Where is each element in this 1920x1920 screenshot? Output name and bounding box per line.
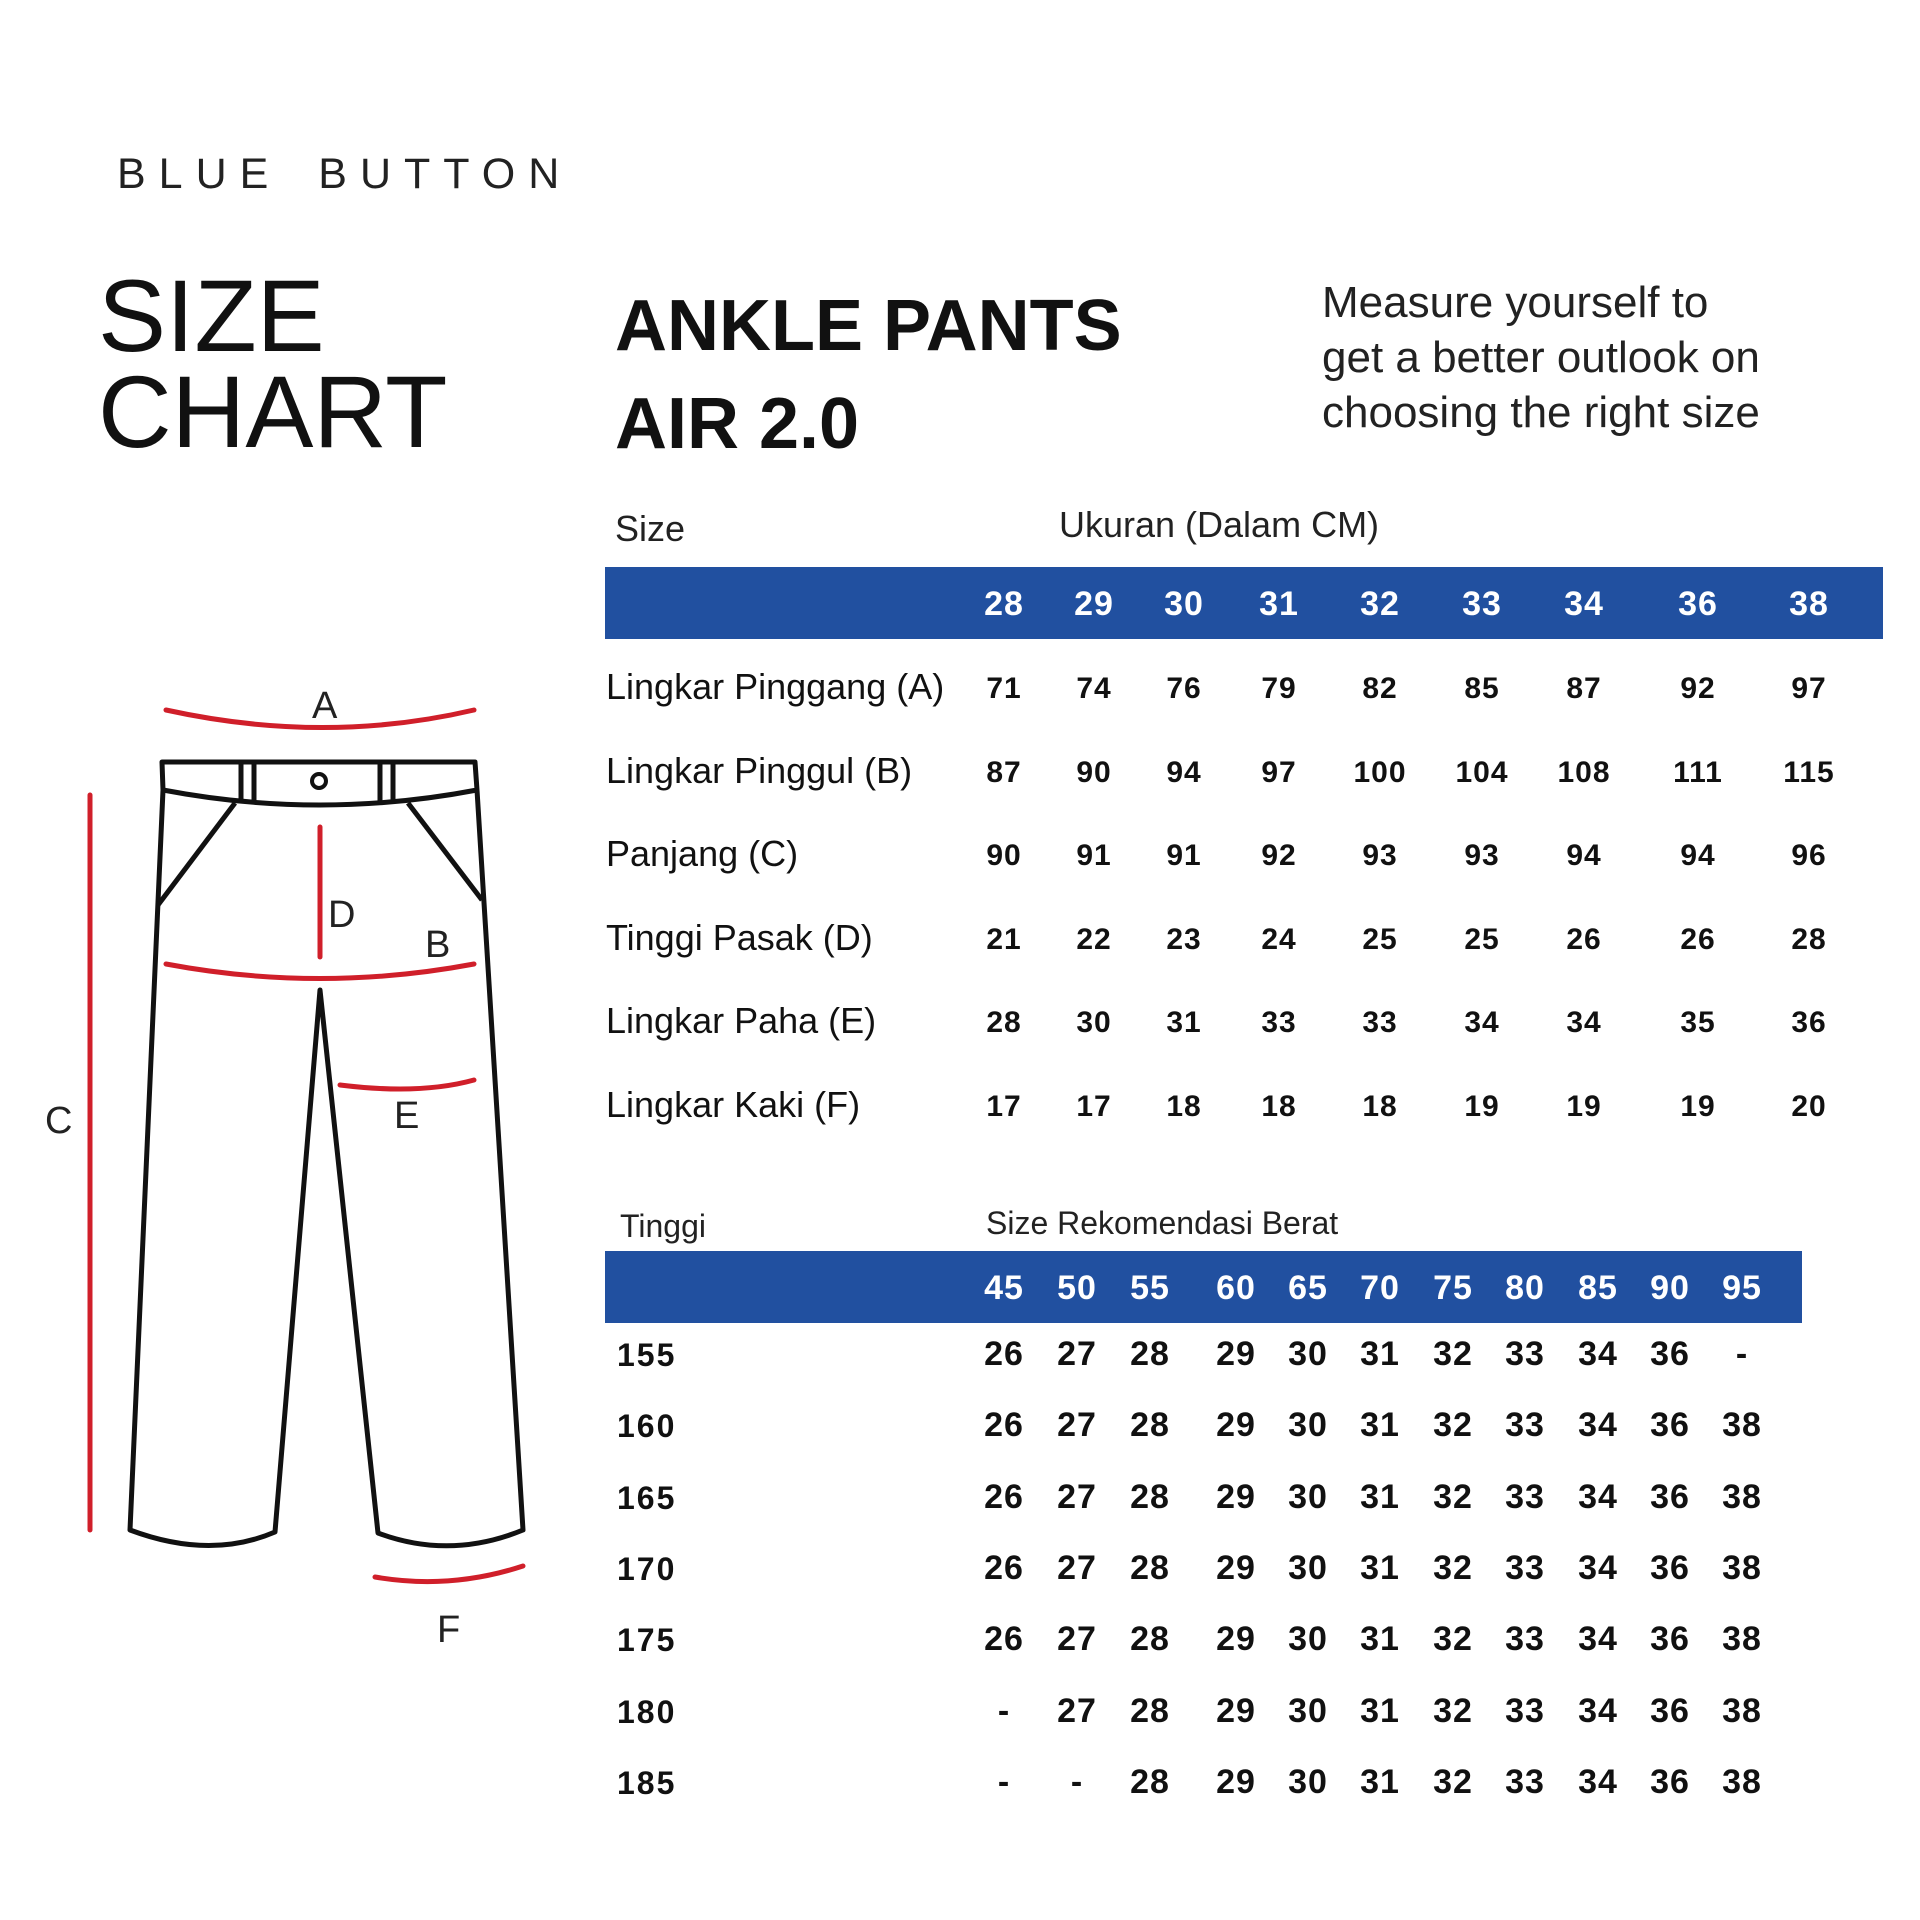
rec-cell: 33 bbox=[1505, 1548, 1545, 1587]
rec-cell: 34 bbox=[1578, 1477, 1618, 1516]
size-cell: 92 bbox=[1680, 672, 1716, 705]
size-cell: 19 bbox=[1566, 1089, 1602, 1123]
size-cell: 31 bbox=[1166, 1006, 1202, 1039]
label-b: B bbox=[425, 924, 451, 966]
rec-cell: 30 bbox=[1288, 1762, 1328, 1801]
rec-column-header: 90 bbox=[1650, 1269, 1690, 1307]
size-column-header: 32 bbox=[1360, 585, 1400, 623]
rec-cell: 26 bbox=[984, 1406, 1024, 1445]
size-cell: 94 bbox=[1166, 755, 1202, 789]
rec-column-header: 80 bbox=[1505, 1269, 1545, 1307]
rec-cell: 29 bbox=[1216, 1335, 1256, 1373]
page-title bbox=[98, 259, 448, 469]
rec-cell: 34 bbox=[1578, 1335, 1618, 1373]
rec-cell: 27 bbox=[1057, 1620, 1097, 1659]
rec-cell: 29 bbox=[1216, 1762, 1256, 1801]
rec-column-header: 60 bbox=[1216, 1269, 1256, 1307]
rec-cell: 32 bbox=[1433, 1762, 1473, 1801]
size-cell: 74 bbox=[1076, 672, 1112, 705]
size-cell: 87 bbox=[986, 755, 1022, 789]
rec-cell: 29 bbox=[1216, 1406, 1256, 1445]
rec-cell: 31 bbox=[1360, 1477, 1400, 1516]
size-cell: 33 bbox=[1362, 1006, 1398, 1039]
rec-cell: 27 bbox=[1057, 1335, 1097, 1373]
rec-column-header: 65 bbox=[1288, 1269, 1328, 1307]
size-row-label: Lingkar Pinggang (A) bbox=[606, 666, 945, 707]
rec-cell: 38 bbox=[1722, 1762, 1762, 1801]
rec-cell: 32 bbox=[1433, 1548, 1473, 1587]
label-c: C bbox=[45, 1100, 73, 1142]
rec-cell: 28 bbox=[1130, 1691, 1170, 1730]
height-row-label: 165 bbox=[617, 1479, 677, 1516]
size-cell: 18 bbox=[1362, 1089, 1398, 1123]
size-cell: 76 bbox=[1166, 672, 1202, 705]
rec-cell: - bbox=[997, 1762, 1011, 1801]
rec-cell: 34 bbox=[1578, 1548, 1618, 1587]
rec-column-header: 75 bbox=[1433, 1269, 1473, 1307]
rec-cell: 36 bbox=[1650, 1548, 1690, 1587]
size-cell: 17 bbox=[1076, 1089, 1112, 1123]
rec-table-caption: Size Rekomendasi Berat bbox=[986, 1205, 1339, 1241]
rec-cell: 31 bbox=[1360, 1691, 1400, 1730]
size-cell: 100 bbox=[1353, 755, 1407, 789]
rec-cell: 29 bbox=[1216, 1477, 1256, 1516]
rec-cell: 36 bbox=[1650, 1477, 1690, 1516]
size-cell: 91 bbox=[1076, 839, 1112, 872]
size-cell: 30 bbox=[1076, 1006, 1112, 1039]
rec-cell: - bbox=[1735, 1335, 1749, 1373]
rec-cell: 27 bbox=[1057, 1548, 1097, 1587]
size-row-label: Panjang (C) bbox=[606, 833, 799, 874]
size-cell: 87 bbox=[1566, 672, 1602, 705]
rec-cell: 32 bbox=[1433, 1477, 1473, 1516]
rec-cell: 26 bbox=[984, 1477, 1024, 1516]
size-cell: 92 bbox=[1261, 839, 1297, 872]
size-cell: 17 bbox=[986, 1089, 1022, 1123]
label-d: D bbox=[328, 894, 356, 936]
size-column-header: 30 bbox=[1164, 585, 1204, 623]
size-row-label: Lingkar Pinggul (B) bbox=[606, 749, 913, 791]
rec-cell: 30 bbox=[1288, 1620, 1328, 1659]
rec-table-left-label: Tinggi bbox=[620, 1208, 706, 1244]
rec-cell: 29 bbox=[1216, 1691, 1256, 1730]
height-row-label: 175 bbox=[617, 1622, 677, 1659]
size-cell: 33 bbox=[1261, 1006, 1297, 1039]
size-table-caption: Ukuran (Dalam CM) bbox=[1059, 504, 1380, 545]
rec-cell: 33 bbox=[1505, 1762, 1545, 1801]
size-cell: 91 bbox=[1166, 839, 1202, 872]
tagline bbox=[1322, 275, 1882, 440]
product-name-line1: ANKLE PANTS bbox=[615, 286, 1122, 366]
size-cell: 19 bbox=[1464, 1089, 1500, 1123]
rec-cell: 34 bbox=[1578, 1691, 1618, 1730]
size-cell: 90 bbox=[1076, 755, 1112, 789]
rec-cell: 30 bbox=[1288, 1477, 1328, 1516]
rec-cell: 27 bbox=[1057, 1406, 1097, 1445]
product-name-line2: AIR 2.0 bbox=[615, 384, 860, 464]
rec-cell: 33 bbox=[1505, 1691, 1545, 1730]
rec-cell: 36 bbox=[1650, 1691, 1690, 1730]
rec-column-header: 45 bbox=[984, 1269, 1024, 1307]
rec-cell: 28 bbox=[1130, 1477, 1170, 1516]
rec-cell: 26 bbox=[984, 1335, 1024, 1373]
rec-cell: 38 bbox=[1722, 1691, 1762, 1730]
rec-cell: 34 bbox=[1578, 1620, 1618, 1659]
tagline-line: Measure yourself to bbox=[1322, 278, 1709, 327]
rec-cell: 31 bbox=[1360, 1620, 1400, 1659]
rec-cell: 27 bbox=[1057, 1691, 1097, 1730]
size-cell: 19 bbox=[1680, 1089, 1716, 1123]
size-cell: 82 bbox=[1362, 672, 1398, 705]
size-row-label: Lingkar Paha (E) bbox=[606, 1000, 877, 1041]
size-cell: 93 bbox=[1362, 839, 1398, 872]
rec-cell: - bbox=[997, 1691, 1011, 1730]
size-cell: 34 bbox=[1566, 1006, 1602, 1039]
size-cell: 26 bbox=[1566, 922, 1602, 956]
size-cell: 18 bbox=[1261, 1089, 1297, 1123]
rec-cell: 31 bbox=[1360, 1406, 1400, 1445]
size-column-header: 33 bbox=[1462, 585, 1502, 623]
rec-cell: 27 bbox=[1057, 1477, 1097, 1516]
rec-cell: 36 bbox=[1650, 1762, 1690, 1801]
size-cell: 35 bbox=[1680, 1006, 1716, 1039]
rec-cell: 28 bbox=[1130, 1762, 1170, 1801]
size-column-header: 31 bbox=[1259, 585, 1299, 623]
size-cell: 22 bbox=[1076, 922, 1112, 956]
size-column-header: 29 bbox=[1074, 585, 1114, 623]
size-cell: 28 bbox=[986, 1006, 1022, 1039]
label-a: A bbox=[312, 685, 338, 727]
rec-cell: 28 bbox=[1130, 1548, 1170, 1587]
size-cell: 25 bbox=[1362, 922, 1398, 956]
tagline-line: get a better outlook on bbox=[1322, 333, 1760, 382]
brand-logo: BLUE BUTTON bbox=[117, 150, 573, 198]
size-cell: 25 bbox=[1464, 922, 1500, 956]
rec-cell: 36 bbox=[1650, 1335, 1690, 1373]
rec-cell: 31 bbox=[1360, 1548, 1400, 1587]
size-cell: 36 bbox=[1791, 1006, 1827, 1039]
rec-cell: 36 bbox=[1650, 1406, 1690, 1445]
rec-cell: 33 bbox=[1505, 1406, 1545, 1445]
size-cell: 93 bbox=[1464, 839, 1500, 872]
size-cell: 21 bbox=[986, 922, 1022, 956]
measure-line-b bbox=[166, 964, 474, 979]
size-table-header bbox=[605, 567, 1883, 639]
label-e: E bbox=[394, 1095, 420, 1137]
rec-column-header: 50 bbox=[1057, 1269, 1097, 1307]
size-cell: 24 bbox=[1261, 922, 1297, 956]
rec-cell: 32 bbox=[1433, 1620, 1473, 1659]
rec-cell: 26 bbox=[984, 1620, 1024, 1659]
rec-cell: 32 bbox=[1433, 1406, 1473, 1445]
size-cell: 85 bbox=[1464, 672, 1500, 705]
rec-cell: 28 bbox=[1130, 1335, 1170, 1373]
rec-cell: 29 bbox=[1216, 1620, 1256, 1659]
size-cell: 34 bbox=[1464, 1006, 1500, 1039]
size-cell: 79 bbox=[1261, 672, 1297, 705]
size-cell: 96 bbox=[1791, 839, 1827, 872]
height-row-label: 170 bbox=[617, 1550, 677, 1587]
rec-column-header: 70 bbox=[1360, 1269, 1400, 1307]
measure-line-f bbox=[375, 1566, 523, 1582]
rec-cell: 36 bbox=[1650, 1620, 1690, 1659]
rec-cell: 33 bbox=[1505, 1335, 1545, 1373]
pants-outline bbox=[130, 762, 523, 1546]
tagline-line: choosing the right size bbox=[1322, 388, 1760, 437]
size-cell: 108 bbox=[1557, 755, 1611, 789]
product-name bbox=[615, 277, 1122, 473]
measure-line-e bbox=[340, 1080, 474, 1089]
rec-cell: 34 bbox=[1578, 1762, 1618, 1801]
rec-cell: 32 bbox=[1433, 1335, 1473, 1373]
rec-cell: 31 bbox=[1360, 1335, 1400, 1373]
height-row-label: 180 bbox=[617, 1693, 677, 1730]
label-f: F bbox=[437, 1609, 461, 1651]
size-cell: 94 bbox=[1566, 839, 1602, 872]
size-column-header: 38 bbox=[1789, 585, 1829, 623]
rec-cell: 28 bbox=[1130, 1406, 1170, 1445]
page-title-line1: SIZE bbox=[98, 259, 325, 373]
rec-cell: 29 bbox=[1216, 1548, 1256, 1587]
size-cell: 28 bbox=[1791, 922, 1827, 956]
height-row-label: 155 bbox=[617, 1337, 677, 1373]
rec-cell: 33 bbox=[1505, 1477, 1545, 1516]
rec-cell: 32 bbox=[1433, 1691, 1473, 1730]
rec-column-header: 95 bbox=[1722, 1269, 1762, 1307]
size-cell: 20 bbox=[1791, 1089, 1827, 1123]
size-cell: 104 bbox=[1455, 755, 1509, 789]
size-row-label: Lingkar Kaki (F) bbox=[606, 1083, 861, 1125]
height-row-label: 185 bbox=[617, 1764, 677, 1801]
size-cell: 94 bbox=[1680, 839, 1716, 872]
size-cell: 90 bbox=[986, 839, 1022, 872]
size-cell: 97 bbox=[1261, 755, 1297, 789]
size-cell: 111 bbox=[1673, 755, 1723, 789]
size-column-header: 36 bbox=[1678, 585, 1718, 623]
rec-cell: 28 bbox=[1130, 1620, 1170, 1659]
rec-cell: 30 bbox=[1288, 1335, 1328, 1373]
rec-cell: 34 bbox=[1578, 1406, 1618, 1445]
height-row-label: 160 bbox=[617, 1408, 677, 1445]
size-row-label: Tinggi Pasak (D) bbox=[606, 916, 873, 958]
rec-cell: 31 bbox=[1360, 1762, 1400, 1801]
size-cell: 71 bbox=[986, 672, 1022, 705]
page-title-line2: CHART bbox=[98, 355, 448, 469]
size-cell: 23 bbox=[1166, 922, 1202, 956]
size-column-header: 28 bbox=[984, 585, 1024, 623]
rec-column-header: 55 bbox=[1130, 1269, 1170, 1307]
size-cell: 115 bbox=[1783, 755, 1835, 789]
rec-column-header: 85 bbox=[1578, 1269, 1618, 1307]
pants-diagram bbox=[0, 660, 560, 1680]
size-column-header: 34 bbox=[1564, 585, 1604, 623]
rec-cell: 33 bbox=[1505, 1620, 1545, 1659]
rec-cell: - bbox=[1070, 1762, 1084, 1801]
button-icon bbox=[312, 774, 326, 788]
rec-table-header bbox=[605, 1251, 1802, 1323]
rec-cell: 30 bbox=[1288, 1691, 1328, 1730]
size-cell: 97 bbox=[1791, 672, 1827, 705]
rec-cell: 26 bbox=[984, 1548, 1024, 1587]
rec-cell: 38 bbox=[1722, 1406, 1762, 1445]
rec-cell: 30 bbox=[1288, 1406, 1328, 1445]
rec-cell: 30 bbox=[1288, 1548, 1328, 1587]
rec-cell: 38 bbox=[1722, 1477, 1762, 1516]
size-cell: 18 bbox=[1166, 1089, 1202, 1123]
rec-cell: 38 bbox=[1722, 1620, 1762, 1659]
size-cell: 26 bbox=[1680, 922, 1716, 956]
rec-cell: 38 bbox=[1722, 1548, 1762, 1587]
size-table-left-label: Size bbox=[615, 508, 686, 549]
